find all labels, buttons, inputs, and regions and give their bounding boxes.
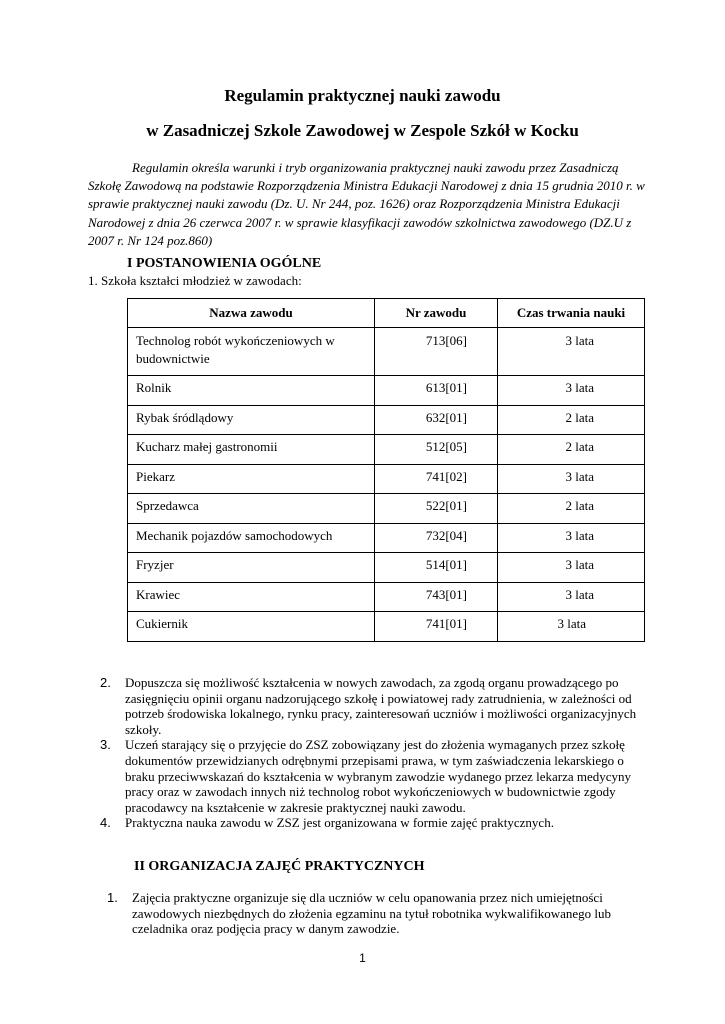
table-row [128,612,645,642]
cell-code: 743[01] [375,582,498,612]
list-item [100,815,645,831]
table-row [128,494,645,524]
cell-duration: 2 lata [498,405,645,435]
cell-code: 741[02] [375,464,498,494]
section1-heading: I POSTANOWIENIA OGÓLNE [127,256,322,271]
cell-duration: 3 lata [498,328,645,376]
document-title-line1: Regulamin praktycznej nauki zawodu [224,86,501,105]
list-item [100,675,645,737]
cell-code: 514[01] [375,553,498,583]
cell-name: Fryzjer [128,553,375,583]
list-text: Uczeń starający się o przyjęcie do ZSZ zobowiązany jest do złożenia wymaganych przez szkołę dokumentów przewidzianych odrębnymi przepisami prawa, w tym zaświadczenia lekarskiego o braku przeciwwskazań do kształcenia w wybranym zawodzie wydanego przez lekarza medycyny pracy oraz w zawodach innych niż technolog robot wykończeniowych w budownictwie zgody pracodawcy na kształcenie w zakresie praktycznej nauki zawodu. [125,737,632,815]
table-row [128,376,645,406]
list-number: 1. [107,890,118,905]
table-row [128,435,645,465]
table-row [128,553,645,583]
cell-name: Kucharz małej gastronomii [128,435,375,465]
cell-duration: 3 lata [498,523,645,553]
professions-table [127,298,645,642]
section2-list [107,890,647,937]
cell-name: Cukiernik [128,612,375,642]
cell-code: 522[01] [375,494,498,524]
list-item [100,737,645,815]
cell-name: Piekarz [128,464,375,494]
header-code: Nr zawodu [375,299,498,328]
cell-duration: 3 lata [498,612,645,642]
cell-code: 632[01] [375,405,498,435]
list-number: 3. [100,737,111,753]
cell-duration: 3 lata [498,582,645,612]
table-row [128,464,645,494]
cell-name: Technolog robót wykończeniowych w budownictwie [128,328,375,376]
cell-code: 741[01] [375,612,498,642]
cell-name: Krawiec [128,582,375,612]
cell-code: 713[06] [375,328,498,376]
cell-name: Rybak śródlądowy [128,405,375,435]
list-number: 4. [100,815,111,831]
cell-code: 732[04] [375,523,498,553]
header-duration: Czas trwania nauki [498,299,645,328]
table-row [128,405,645,435]
intro-paragraph [88,159,648,250]
cell-name: Rolnik [128,376,375,406]
section1-item1: 1. Szkoła kształci młodzież w zawodach: [88,273,302,288]
cell-code: 613[01] [375,376,498,406]
cell-duration: 2 lata [498,494,645,524]
table-row [128,328,645,376]
page-number: 1 [359,951,366,965]
table-header-row [128,299,645,328]
cell-name: Sprzedawca [128,494,375,524]
intro-text: Regulamin określa warunki i tryb organizowania praktycznej nauki zawodu przez Zasadniczą Szkołę Zawodową na podstawie Rozporządzenia Ministra Edukacji Narodowej z dnia 15 grudnia 2010 r. w sprawie praktycznej nauki zawodu (Dz. U. Nr 244, poz. 1626) oraz Rozporządzenia Ministra Edukacji Narodowej z dnia 26 czerwca 2007 r. w sprawie klasyfikacji zawodów szkolnictwa zawodowego (DZ.U z 2007 r. Nr 124 poz.860) [88,160,645,248]
section1-list [100,675,645,831]
cell-duration: 3 lata [498,376,645,406]
list-number: 2. [100,675,111,690]
table-row [128,582,645,612]
cell-duration: 3 lata [498,464,645,494]
table-row [128,523,645,553]
header-name: Nazwa zawodu [128,299,375,328]
cell-duration: 3 lata [498,553,645,583]
list-item [107,890,647,937]
cell-code: 512[05] [375,435,498,465]
cell-duration: 2 lata [498,435,645,465]
list-text: Dopuszcza się możliwość kształcenia w nowych zawodach, za zgodą organu prowadzącego po zasięgnięciu opinii organu nadzorującego szkołę i powiatowej rady zatrudnienia, w zależności od potrzeb środowiska lokalnego, rynku pracy, zainteresowań uczniów i możliwości organizacyjnych szkoły. [125,675,637,737]
cell-name: Mechanik pojazdów samochodowych [128,523,375,553]
document-title-line2: w Zasadniczej Szkole Zawodowej w Zespole Szkół w Kocku [146,121,579,140]
list-text: Zajęcia praktyczne organizuje się dla uczniów w celu opanowania przez nich umiejętności zawodowych niezbędnych do złożenia egzaminu na tytuł robotnika wykwalifikowanego lub czeladnika oraz podjęcia pracy w danym zawodzie. [132,890,612,937]
section2-heading: II ORGANIZACJA ZAJĘĆ PRAKTYCZNYCH [134,859,425,874]
list-text: Praktyczna nauka zawodu w ZSZ jest organizowana w formie zajęć praktycznych. [125,815,554,831]
